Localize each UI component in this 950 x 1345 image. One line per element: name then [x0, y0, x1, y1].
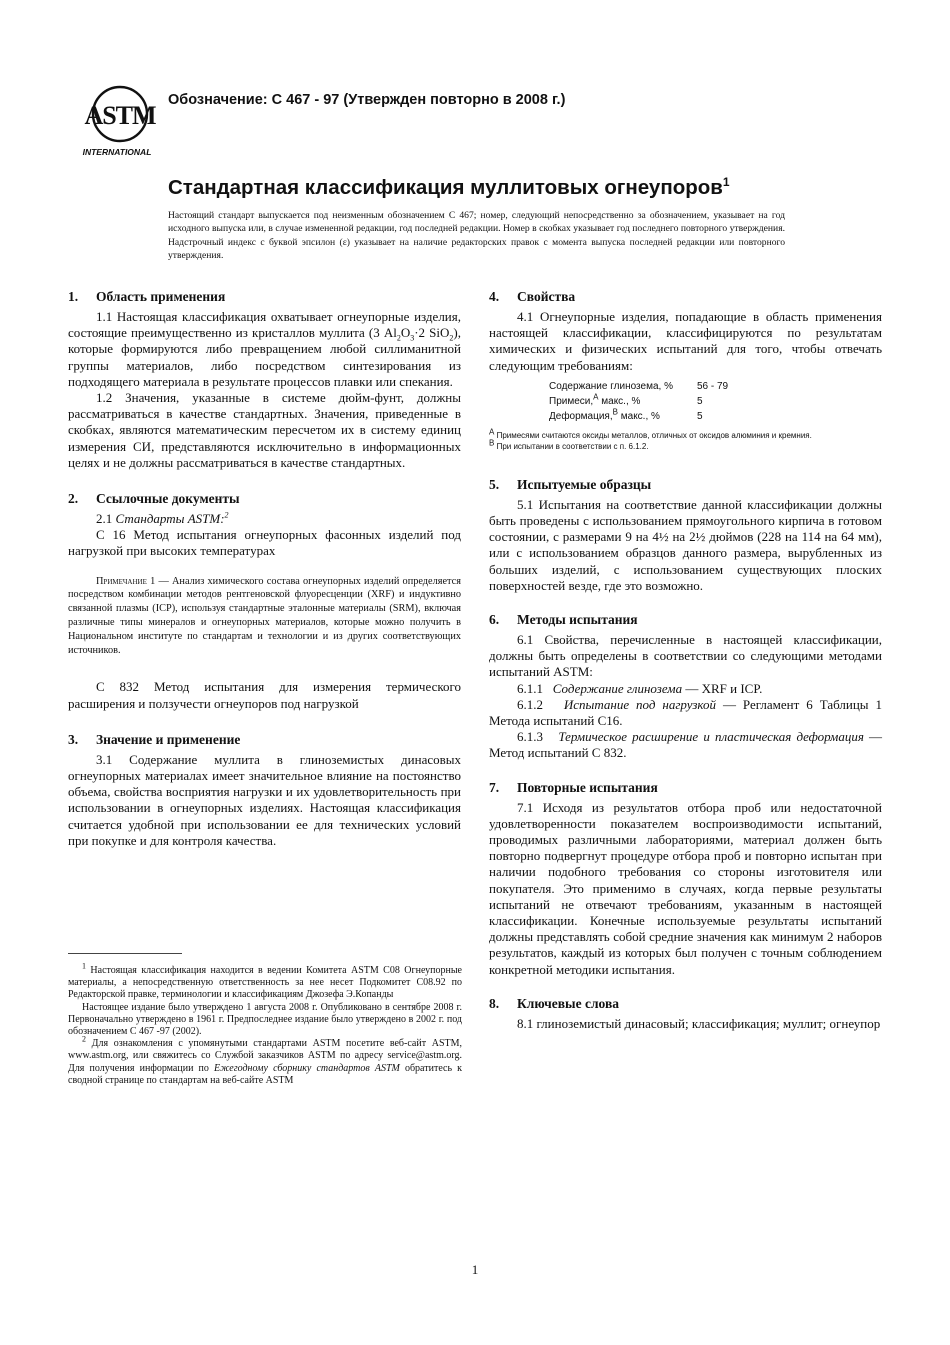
section-number: 5.: [489, 476, 500, 492]
section-1-heading: [68, 288, 461, 305]
table-cell: Примеси,$^A$ макс., %: [549, 392, 641, 407]
section-title: Методы испытания: [517, 612, 638, 628]
section-7-heading: [489, 779, 882, 796]
paragraph-1-2: 1.2 Значения, указанные в системе дюйм-фунт, должны рассматриваться в качестве стандартных. Значения, приведенные в скобках, являются математическим пересчетом их в систему единиц измерения СИ, представляются исключительно в информационных целях и не должны рассматриваться в качестве стандартных.: [68, 390, 461, 470]
paragraph-5-1: 5.1 Испытания на соответствие данной классификации должны быть проведены с использованием прямоугольного кирпича в готовом состоянии, с размерами 9 на 4½ на 2½ дюймов (228 на 114 на 64 мм), или с использованием образцов данного размера, вырубленных из больших изделий, с использованием существующих плоских поверхностей везде, где это возможно.: [489, 496, 882, 593]
section-number: 1.: [68, 289, 79, 304]
section-title: Область применения: [96, 289, 226, 304]
section-number: 7.: [489, 779, 500, 795]
section-8-heading: [489, 995, 882, 1012]
note-label: Примечание 1: [96, 575, 156, 587]
table-cell: Деформация,$^B$ макс., %: [549, 407, 660, 422]
table-cell: 5: [696, 410, 703, 422]
section-2-heading: [68, 490, 461, 507]
requirements-table: [549, 379, 728, 424]
astm-logo: [76, 84, 158, 158]
paragraph-1-1: 1.1 Настоящая классификация охватывает огнеупорные изделия, состоящие преимущественно из кристаллов муллита (3 $Al_2O_3\cdot 2$ SiO$_2$), которые формируются либо превращением любой силлиманитной группы материалов, либо посредством синтезирования из подходящего материала в результате процессов плавки или спекания.: [68, 309, 461, 389]
section-number: 2.: [68, 491, 79, 507]
title-text: Стандартная классификация муллитовых огнеупоров: [168, 176, 723, 199]
footnote-divider: [68, 953, 182, 954]
section-4-heading: [489, 288, 882, 305]
section-title: Свойства: [517, 289, 576, 304]
right-column: [489, 288, 882, 1032]
table-row: [549, 379, 728, 394]
paragraph-8-1: 8.1 глиноземистый динасовый; классификация; муллит; огнеупор: [517, 1015, 881, 1031]
document-title: [168, 176, 730, 200]
table-footnote-a: $^A$ Примесями считаются оксиды металлов, отличных от оксидов алюминия и кремния.: [489, 427, 812, 440]
section-5-heading: [489, 476, 882, 493]
paragraph-3-1: 3.1 Содержание муллита в глиноземистых динасовых огнеупорных материалах имеет значительное влияние на постоянство объема, свойства восприятия нагрузки и их удовлетворительность при использовании в огнеупорных изделиях. Настоящая классификация считается удобной при использовании ее для технических условий при покупке и для контроля качества.: [68, 751, 461, 848]
section-number: 8.: [489, 995, 500, 1011]
title-footnote-mark: 1: [722, 175, 730, 190]
reference-c832: C 832 Метод испытания для измерения термического расширения и ползучести огнеупоров под нагрузкой: [68, 679, 461, 711]
paragraph-2-1: 2.1 Стандарты ASTM:$^2$: [96, 510, 229, 527]
astm-logo-graphic: [76, 84, 158, 158]
paragraph-6-1-1: 6.1.1 Содержание глинозема — XRF и ICP.: [517, 680, 763, 696]
footnote-1: $^1$ Настоящая классификация находится в ведении Комитета ASTM C08 Огнеупорные материалы, а непосредственную ответственность за нее несет Подкомитет C08.92 по Редакторской правке, терминологии и классификациям Джозефа Э.Копанды: [68, 961, 462, 1001]
reference-c16: C 16 Метод испытания огнеупорных фасонных изделий под нагрузкой при высоких температурах: [68, 527, 461, 559]
section-3-heading: [68, 731, 461, 748]
section-title: Ключевые слова: [517, 995, 619, 1011]
section-title: Испытуемые образцы: [517, 476, 652, 492]
section-6-heading: [489, 611, 882, 628]
section-number: 3.: [68, 731, 79, 747]
footnotes: [68, 961, 463, 1087]
paragraph-7-1: 7.1 Исходя из результатов отбора проб или недостаточной удовлетворенности показателем воспроизводимости испытаний, проводимых различными лабораториями, материал должен быть повторно подвергнут процедуре отбора проб и повторно испытан при наличии подобного требования со стороны изготовителя или покупателя. Это применимо в случаях, когда первые результаты испытаний не отвечают требованиям, указанным в настоящей классификации. Конечные используемые результаты испытаний должны представлять собой средние значения как минимум 2 наборов результатов, каждый из которых был получен с точным соблюдением конкретной методики испытания.: [489, 799, 882, 977]
table-cell: 56 - 79: [696, 380, 729, 392]
table-row: [549, 409, 728, 424]
logo-subtext: INTERNATIONAL: [82, 147, 152, 157]
left-column: [68, 288, 461, 849]
section-title: Ссылочные документы: [96, 491, 240, 507]
paragraph-6-1-2: 6.1.2 Испытание под нагрузкой — Регламент 6 Таблицы 1 Метода испытаний C16.: [489, 696, 882, 729]
table-cell: Содержание глинозема, %: [549, 380, 673, 392]
designation: Обозначение: C 467 - 97 (Утвержден повторно в 2008 г.): [168, 92, 566, 108]
table-cell: 5: [696, 395, 703, 407]
intro-note: Настоящий стандарт выпускается под неизменным обозначением C 467; номер, следующий непосредственно за обозначением, указывает на год исходного выпуска или, в случае измененной редакции, год последней редакции. Номер в скобках указывает год последнего повторного утверждения. Надстрочный индекс с буквой эпсилон (ε) указывает на наличие редакторских правок с момента выпуска последней редакции или повторного утверждения.: [168, 210, 785, 262]
table-footnote-b: $^B$ При испытании в соответствии с п. 6.1.2.: [489, 438, 649, 451]
note-1: Примечание 1 — Анализ химического состава огнеупорных изделий определяется посредством комбинации методов рентгеновской флуоресценции (XRF) и индуктивно связанной плазмы (ICP), используя стандартные эталонные материалы (SRM), включая различные типы минералов и огнеупорных материалов, которые можно получить в Национальном институте по стандартам и технологии и из других соответствующих источников.: [68, 575, 461, 656]
paragraph-6-1-3: 6.1.3 Термическое расширение и пластическая деформация — Метод испытаний C 832.: [489, 729, 883, 761]
paragraph-4-1: 4.1 Огнеупорные изделия, попадающие в область применения настоящей классификации, классифицируются по результатам химических и физических испытаний для того, чтобы отвечать следующим требованиям:: [489, 309, 882, 373]
section-number: 6.: [489, 612, 500, 628]
paragraph-6-1: 6.1 Свойства, перечисленные в настоящей классификации, должны быть определены в соответствии со следующими методами испытаний ASTM:: [489, 632, 882, 680]
section-title: Повторные испытания: [517, 779, 658, 795]
table-row: [549, 394, 728, 409]
logo-wordmark: ASTM: [84, 101, 156, 130]
section-title: Значение и применение: [96, 731, 241, 747]
footnote-2: $^2$ Для ознакомления с упомянутыми стандартами ASTM посетите веб-сайт ASTM, www.astm.org, или свяжитесь со Службой заказчиков ASTM по адресу service@astm.org. Для получения информации по Ежегодному сборнику стандартов ASTM обратитесь к сводной странице по стандартам на веб-сайте ASTM: [68, 1034, 463, 1086]
footnote-1-edition: Настоящее издание было утверждено 1 августа 2008 г. Опубликовано в сентябре 2008 г. Первоначально утверждено в 1961 г. Предпоследнее издание было утверждено в 2002 г. под обозначением C 467 -97 (2002).: [68, 1001, 462, 1038]
page-number: 1: [471, 1262, 479, 1277]
section-number: 4.: [489, 289, 500, 304]
